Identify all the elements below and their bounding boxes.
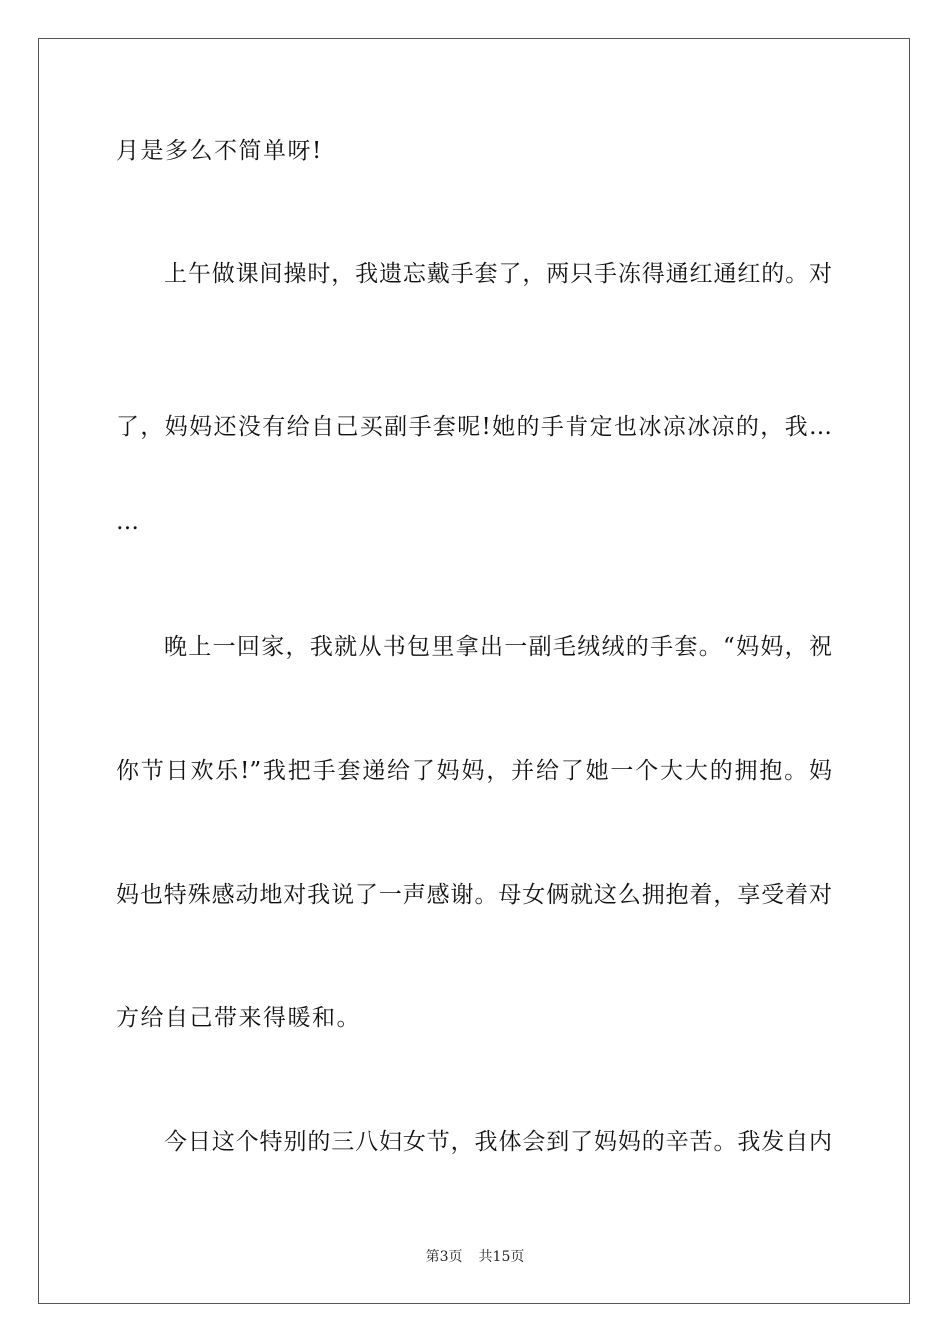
page-number: 第3页 [425, 1249, 463, 1265]
page-border [38, 38, 910, 1304]
text-line-9: 今日这个特别的三八妇女节，我体会到了妈妈的辛苦。我发自内 [164, 1129, 832, 1155]
text-line-5: 晚上一回家，我就从书包里拿出一副毛绒绒的手套。“妈妈，祝 [164, 634, 832, 660]
text-line-3: 了，妈妈还没有给自己买副手套呢!她的手肯定也冰凉冰凉的，我… [116, 414, 832, 440]
text-line-6: 你节日欢乐!”我把手套递给了妈妈，并给了她一个大大的拥抱。妈 [116, 758, 832, 784]
text-line-8: 方给自己带来得暖和。 [116, 1005, 361, 1031]
text-line-2: 上午做课间操时，我遗忘戴手套了，两只手冻得通红通红的。对 [164, 261, 832, 287]
text-line-4: … [116, 509, 141, 535]
text-line-7: 妈也特殊感动地对我说了一声感谢。母女俩就这么拥抱着，享受着对 [116, 882, 832, 908]
page-footer [0, 1248, 950, 1266]
text-line-1: 月是多么不简单呀! [116, 138, 323, 164]
page-total: 共15页 [478, 1249, 525, 1265]
